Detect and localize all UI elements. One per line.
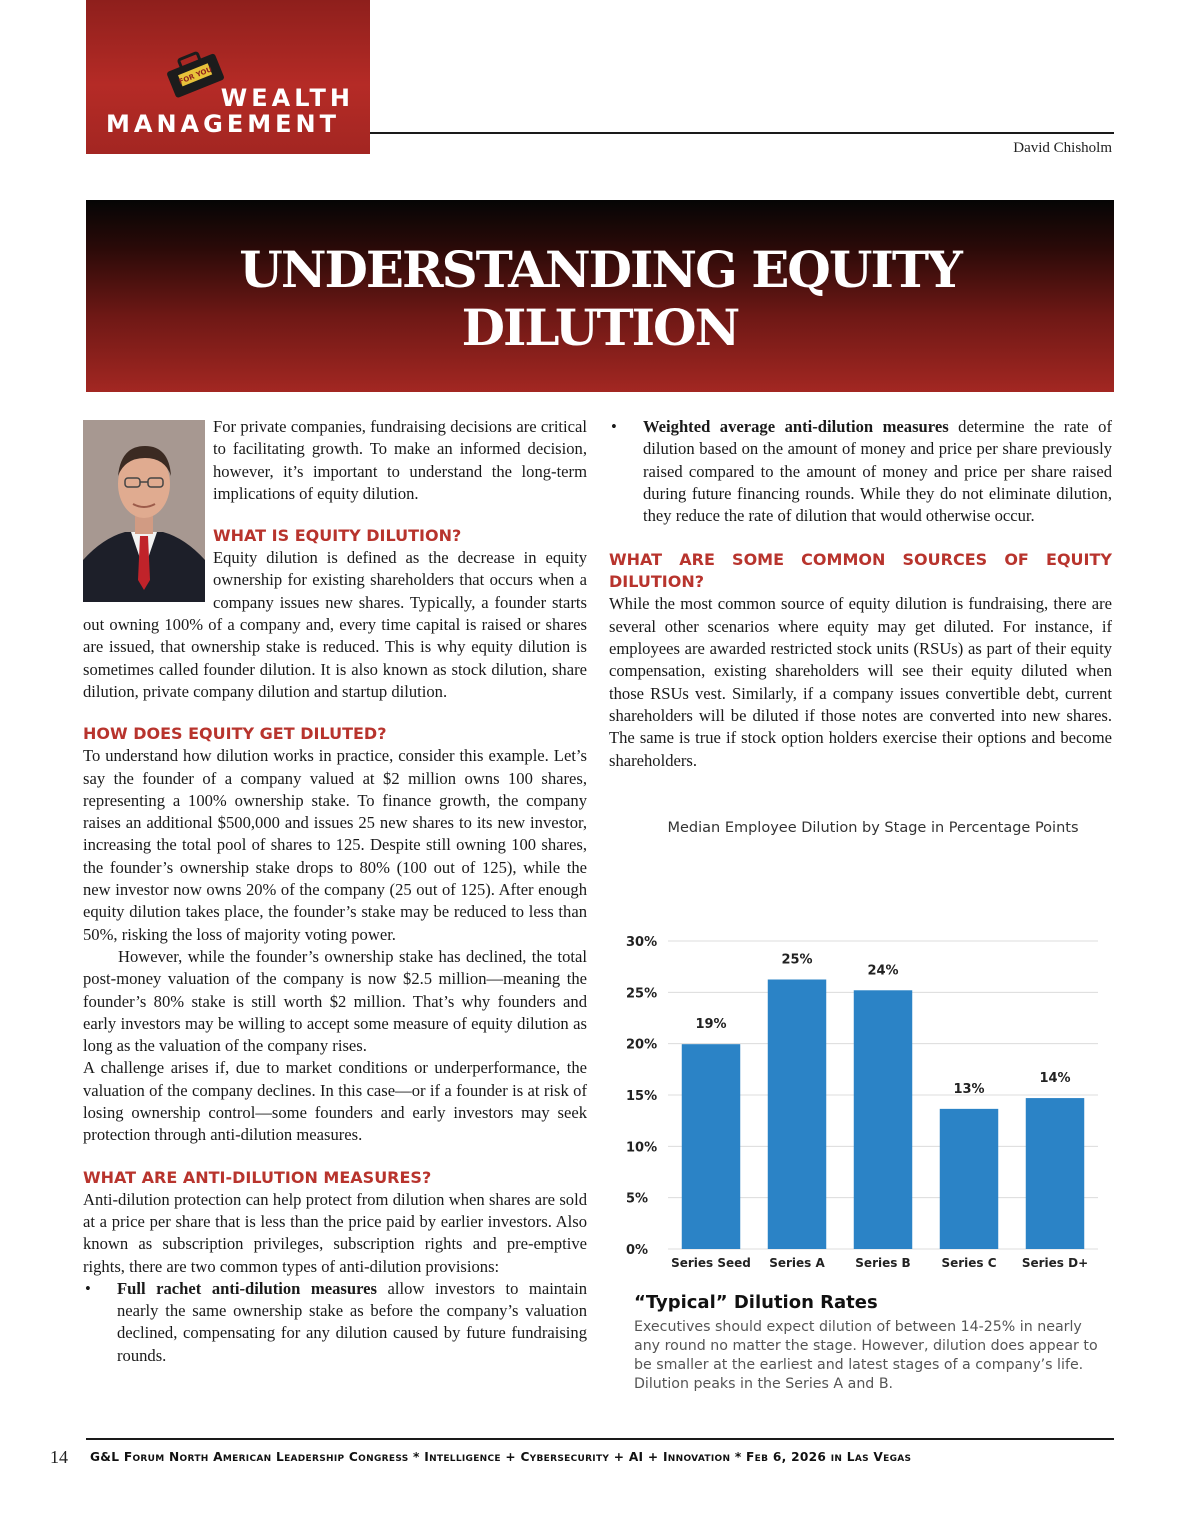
svg-text:FOR YOU: FOR YOU	[177, 65, 214, 86]
heading-how-diluted: HOW DOES EQUITY GET DILUTED?	[83, 724, 387, 744]
briefcase-icon	[159, 42, 230, 102]
intro-paragraph: For private companies, fundraising decisions are critical to facilitating growth. To make an informed decision, however, it’s important to understand the long-term implications of equity dilution.	[213, 417, 587, 503]
data-label: 25%	[781, 952, 813, 968]
bar	[940, 1109, 998, 1249]
brand-line-management: MANAGEMENT	[106, 110, 340, 138]
y-tick-label: 25%	[626, 986, 658, 1002]
author-name: David Chisholm	[1013, 140, 1112, 156]
bar	[1026, 1098, 1084, 1249]
paragraph-valuation: However, while the founder’s ownership stake has declined, the total post-money valuation of the company is now $2.5 million—meaning the founder’s 80% stake is still worth $2 million. That’s why founders and early investors may be willing to accept some measure of equity dilution as long as the valuation of the company rises.	[83, 946, 587, 1056]
data-label: 24%	[867, 963, 899, 979]
x-tick-label: Series D+	[1021, 1256, 1089, 1270]
y-tick-label: 5%	[626, 1191, 649, 1207]
header-divider	[370, 132, 1114, 134]
bar	[768, 980, 826, 1250]
paragraph-definition: Equity dilution is defined as the decrease in equity ownership for existing shareholders that occurs when a company issues new shares. Typically, a founder starts out owning 100% of a company and, every time capital is raised or shares are issued, that ownership stake is reduced. This is why equity dilution is sometimes called founder dilution. It is also known as stock dilution, share dilution, private company dilution and startup dilution.	[83, 548, 587, 701]
data-label: 19%	[695, 1017, 727, 1033]
typical-rates-text: Executives should expect dilution of between 14-25% in nearly any round no matter the stage. However, dilution does appear to be smaller at the earliest and latest stages of a company’s life. Dilution peaks in the Series A and B.	[634, 1319, 1098, 1392]
article-title: UNDERSTANDING EQUITY DILUTION	[239, 240, 961, 357]
title-banner	[86, 200, 1114, 392]
data-label: 13%	[953, 1081, 985, 1097]
footer-event-line: G&L Forum North American Leadership Congress * Intelligence + Cybersecurity + AI + Innovation * Feb 6, 2026 in Las Vegas	[90, 1450, 912, 1464]
paragraph-anti-dilution: Anti-dilution protection can help protect from dilution when shares are sold at a price per share that is less than the price paid by earlier investors. Also known as subscription privileges, subscription rights and pre-emptive rights, there are two common types of anti-dilution provisions:	[83, 1189, 587, 1276]
weighted-average-text: determine the rate of dilution based on the amount of money and price per share previously raised compared to the amount of money and price per share raised during future financing rounds. While they do not eliminate dilution, they reduce the rate of dilution that would otherwise occur.	[643, 417, 1112, 526]
heading-anti-dilution: WHAT ARE ANTI-DILUTION MEASURES?	[83, 1167, 432, 1187]
provisions-list	[83, 1278, 587, 1367]
data-label: 14%	[1039, 1071, 1071, 1087]
left-column	[83, 416, 587, 1367]
y-tick-label: 15%	[626, 1089, 658, 1104]
y-tick-label: 30%	[626, 935, 658, 950]
paragraph-example: To understand how dilution works in practice, consider this example. Let’s say the founder of a company valued at $2 million owns 100 shares, representing a 100% ownership stake. To finance growth, the company raises an additional $500,000 and issues 25 new shares to its new investor, increasing the total pool of shares to 125. Despite still owning 100 shares, the founder’s ownership stake drops to 80% (100 out of 125), while the new investor now owns 20% of the company (25 out of 125). After enough equity dilution takes place, the founder’s stake may be reduced to less than 50%, risking the loss of majority voting power.	[83, 746, 587, 944]
list-item	[609, 416, 1112, 527]
weighted-average-term: Weighted average anti-dilution measures	[643, 417, 949, 436]
x-tick-label: Series Seed	[671, 1256, 751, 1270]
dilution-bar-chart	[616, 925, 1106, 1275]
paragraph-sources: While the most common source of equity dilution is fundraising, there are several other scenarios where equity may get diluted. For instance, if employees are awarded restricted stock units (RSUs) as part of their equity compensation, existing shareholders will see their equity diluted when those RSUs vest. Similarly, if a company issues convertible debt, current shareholders will be diluted if those notes are converted into new shares. The same is true if stock option holders exercise their options and become shareholders.	[609, 594, 1112, 770]
y-tick-label: 10%	[626, 1140, 658, 1156]
typical-rates-title: “Typical” Dilution Rates	[634, 1292, 878, 1313]
y-tick-label: 0%	[626, 1243, 649, 1258]
author-photo	[83, 420, 205, 602]
chart-title: Median Employee Dilution by Stage in Percentage Points	[667, 820, 1079, 836]
paragraph-challenge: A challenge arises if, due to market conditions or underperformance, the valuation of the company declines. In this case—or if a founder is at risk of losing ownership control—some founders and early investors may seek protection through anti-dilution measures.	[83, 1058, 587, 1145]
bar	[854, 990, 912, 1249]
x-tick-label: Series B	[855, 1256, 911, 1270]
page-number: 14	[50, 1447, 68, 1467]
wealth-management-banner	[86, 0, 370, 154]
x-tick-label: Series A	[769, 1256, 825, 1270]
brand-line-wealth: WEALTH	[220, 84, 354, 112]
list-item	[83, 1278, 587, 1367]
right-column	[609, 416, 1112, 772]
heading-what-is-dilution: WHAT IS EQUITY DILUTION?	[213, 526, 462, 546]
y-tick-label: 20%	[626, 1037, 658, 1053]
full-ratchet-term: Full rachet anti-dilution measures	[117, 1278, 377, 1298]
footer-divider	[86, 1438, 1114, 1440]
bar	[682, 1044, 740, 1249]
heading-common-sources: WHAT ARE SOME COMMON SOURCES OF EQUITY DILUTION?	[609, 550, 1112, 592]
full-ratchet-text: allow investors to maintain nearly the same ownership stake as before the company’s valuation declined, compensating for any dilution caused by future fundraising rounds.	[117, 1278, 587, 1365]
x-tick-label: Series C	[941, 1256, 997, 1270]
provisions-list-continued	[609, 416, 1112, 527]
